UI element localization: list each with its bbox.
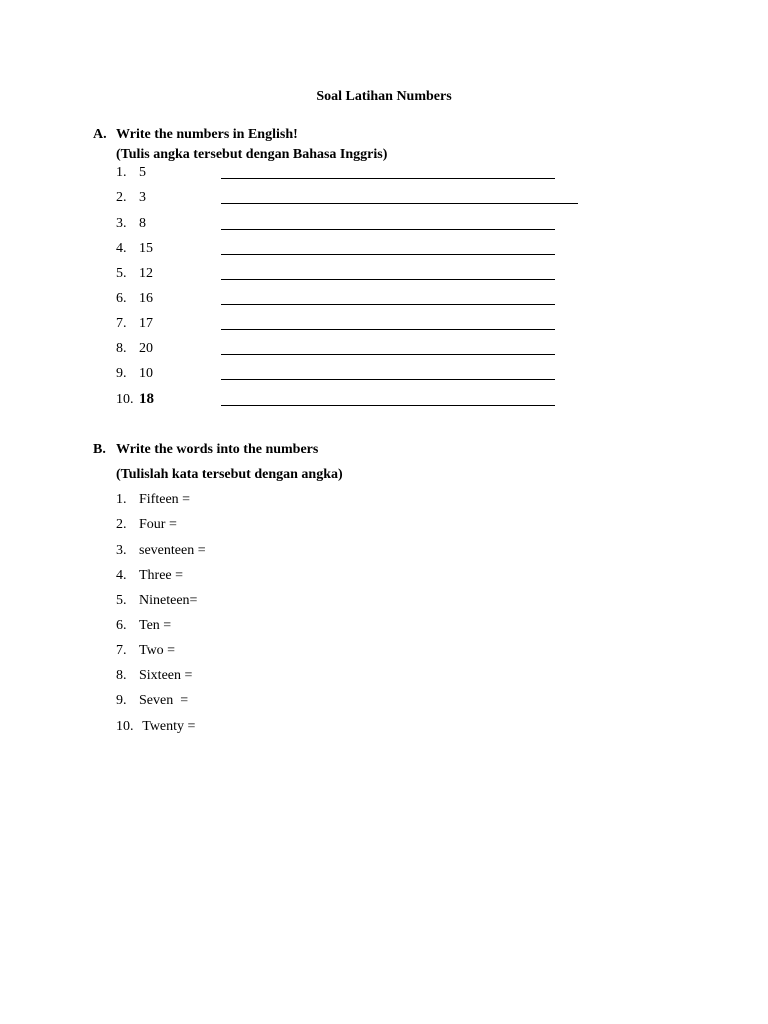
answer-line[interactable] — [221, 354, 555, 355]
item-text: seventeen = — [139, 543, 206, 558]
answer-line[interactable] — [221, 203, 578, 204]
item-text: Sixteen = — [139, 668, 193, 683]
answer-line[interactable] — [221, 254, 555, 255]
item-number: 2. — [116, 190, 127, 205]
item-text: Seven = — [139, 693, 189, 708]
section-a-heading: Write the numbers in English! — [116, 127, 298, 142]
item-text: Fifteen = — [139, 492, 191, 507]
item-value: 17 — [139, 316, 153, 331]
item-number: 9. — [116, 366, 127, 381]
item-number: 3. — [116, 543, 127, 558]
answer-line[interactable] — [221, 405, 555, 406]
answer-line[interactable] — [221, 178, 555, 179]
page-title: Soal Latihan Numbers — [316, 89, 452, 104]
item-number: 1. — [116, 165, 127, 180]
item-number: 6. — [116, 618, 127, 633]
item-number: 3. — [116, 216, 127, 231]
item-number: 8. — [116, 668, 127, 683]
item-number: 8. — [116, 341, 127, 356]
item-number: 1. — [116, 492, 127, 507]
item-number: 5. — [116, 593, 127, 608]
item-text: Ten = — [139, 618, 172, 633]
item-number: 5. — [116, 266, 127, 281]
item-text: Two = — [139, 643, 176, 658]
item-text: Four = — [139, 517, 177, 532]
section-b-letter: B. — [93, 442, 106, 457]
item-value: 16 — [139, 291, 153, 306]
answer-line[interactable] — [221, 379, 555, 380]
item-text: Nineteen= — [139, 593, 198, 608]
section-a-letter: A. — [93, 127, 107, 142]
item-value: 12 — [139, 266, 153, 281]
item-number: 10. — [116, 392, 134, 407]
section-b-heading: Write the words into the numbers — [116, 442, 319, 457]
section-b-subheading: (Tulislah kata tersebut dengan angka) — [116, 467, 343, 482]
item-value: 18 — [139, 391, 154, 407]
item-value: 10 — [139, 366, 153, 381]
item-number: 4. — [116, 568, 127, 583]
answer-line[interactable] — [221, 279, 555, 280]
answer-line[interactable] — [221, 329, 555, 330]
item-number: 7. — [116, 643, 127, 658]
item-value: 20 — [139, 341, 153, 356]
item-number: 7. — [116, 316, 127, 331]
item-number: 9. — [116, 693, 127, 708]
item-value: 5 — [139, 165, 146, 180]
item-number: 4. — [116, 241, 127, 256]
item-number: 10. — [116, 719, 134, 734]
item-value: 8 — [139, 216, 146, 231]
item-text: Three = — [139, 568, 184, 583]
answer-line[interactable] — [221, 304, 555, 305]
item-value: 15 — [139, 241, 153, 256]
answer-line[interactable] — [221, 229, 555, 230]
item-number: 2. — [116, 517, 127, 532]
item-text: Twenty = — [139, 719, 196, 734]
item-number: 6. — [116, 291, 127, 306]
section-a-subheading: (Tulis angka tersebut dengan Bahasa Inggris) — [116, 147, 388, 162]
item-value: 3 — [139, 190, 146, 205]
